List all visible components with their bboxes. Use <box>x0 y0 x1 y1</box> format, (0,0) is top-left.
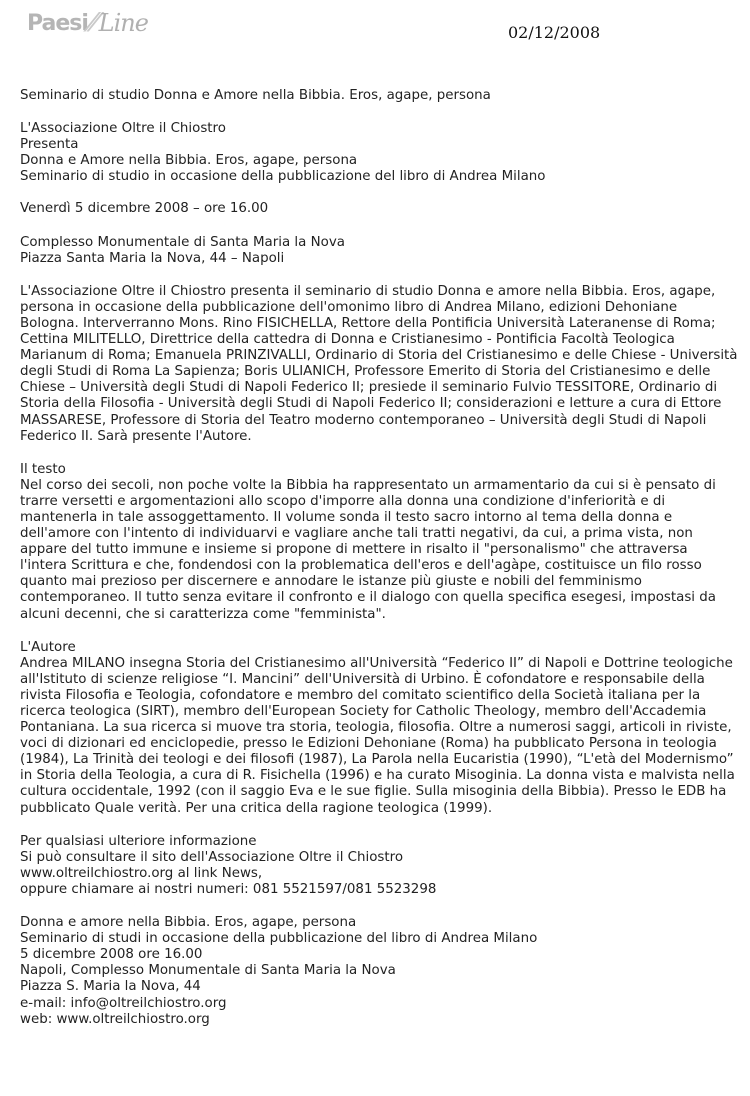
article-body <box>20 88 738 1028</box>
section-body: Andrea MILANO insegna Storia del Cristianesimo all'Università “Federico II” di Napoli e Dottrine teologiche all'Istituto di scienze religiose “I. Mancini” dell'Università di Urbino. È cofondatore e responsabile della rivista Filosofia e Teologia, cofondatore e membro del comitato scientifico della Società italiana per la ricerca teologica (SIRT), membro dell'European Society for Catholic Theology, membro dell'Accademia Pontaniana. La sua ricerca si muove tra storia, teologia, filosofia. Oltre a numerosi saggi, articoli in riviste, voci di dizionari ed enciclopedie, presso le Edizioni Dehoniane (Roma) ha pubblicato Persona in teologia (1984), La Trinità dei teologi e dei filosofi (1987), La Parola nella Eucaristia (1990), “L'età del Modernismo” in Storia della Teologia, a cura di R. Fisichella (1996) e ha curato Misoginia. La donna vista e malvista nella cultura occidentale, 1992 (con il saggio Eva e le sue figlie. Sulla misoginia della Bibbia). Presso le EDB ha pubblicato Quale verità. Per una critica della ragione teologica (1999). <box>20 655 735 816</box>
info-line: Per qualsiasi ulteriore informazione <box>20 833 257 849</box>
summary-line: Seminario di studi in occasione della pubblicazione del libro di Andrea Milano <box>20 931 538 947</box>
summary-line: Donna e amore nella Bibbia. Eros, agape, persona <box>20 915 357 931</box>
summary-line: Napoli, Complesso Monumentale di Santa Maria la Nova <box>20 963 396 979</box>
intro-paragraph: L'Associazione Oltre il Chiostro presenta il seminario di studio Donna e amore nella Bibbia. Eros, agape, persona in occasione della pubblicazione dell'omonimo libro di Andrea Milano, edizioni Dehoniane Bologna. Interverranno Mons. Rino FISICHELLA, Rettore della Pontificia Università Lateranense di Roma; Cettina MILITELLO, Direttrice della cattedra di Donna e Cristianesimo - Pontificia Facoltà Teologica Marianum di Roma; Emanuela PRINZIVALLI, Ordinario di Storia del Cristianesimo e delle Chiese - Università degli Studi di Roma La Sapienza; Boris ULIANICH, Professore Emerito di Storia del Cristianesimo e delle Chiese – Università degli Studi di Napoli Federico II; presiede il seminario Fulvio TESSITORE, Ordinario di Storia della Filosofia - Università degli Studi di Napoli Federico II; considerazioni e letture a cura di Ettore MASSARESE, Professore di Storia del Teatro moderno contemporaneo – Università degli Studi di Napoli Federico II. Sarà presente l'Autore. <box>20 283 738 444</box>
email-link[interactable]: e-mail: info@oltreilchiostro.org <box>20 995 227 1011</box>
testo-section <box>20 462 738 623</box>
presenter-block <box>20 121 738 185</box>
summary-line: 5 dicembre 2008 ore 16.00 <box>20 947 203 963</box>
presenter-line: Donna e Amore nella Bibbia. Eros, agape, persona <box>20 153 358 169</box>
document-date: 02/12/2008 <box>508 23 601 42</box>
summary-line: Piazza S. Maria la Nova, 44 <box>20 979 201 995</box>
presenter-line: Presenta <box>20 137 79 153</box>
info-line: oppure chiamare ai nostri numeri: 081 5521597/081 5523298 <box>20 881 437 897</box>
section-heading: L'Autore <box>20 639 76 655</box>
web-link[interactable]: web: www.oltreilchiostro.org <box>20 1011 210 1027</box>
venue-line: Piazza Santa Maria la Nova, 44 – Napoli <box>20 250 285 266</box>
info-link[interactable]: www.oltreilchiostro.org al link News, <box>20 865 263 881</box>
section-heading: Il testo <box>20 461 66 477</box>
venue-line: Complesso Monumentale di Santa Maria la Nova <box>20 234 345 250</box>
presenter-line: Seminario di studio in occasione della pubblicazione del libro di Andrea Milano <box>20 169 546 185</box>
info-line: Si può consultare il sito dell'Associazione Oltre il Chiostro <box>20 849 404 865</box>
logo-part1: Paesi <box>27 10 88 36</box>
page-title: Seminario di studio Donna e Amore nella Bibbia. Eros, agape, persona <box>20 88 491 103</box>
section-body: Nel corso dei secoli, non poche volte la Bibbia ha rappresentato un armamentario da cui si è pensato di trarre versetti e argomentazioni allo scopo d'imporre alla donna una condizione d'inferiorità e di mantenerla in tale assoggettamento. Il volume sonda il testo sacro intorno al tema della donna e dell'amore con l'intento di individuarvi e vagliare anche tali tratti negativi, da cui, a prima vista, non appare del tutto immune e insieme si propone di mettere in risalto il "personalismo" che attraversa l'intera Scrittura e che, fondendosi con la problematica dell'eros e dell'agàpe, costituisce un filo rosso quanto mai prezioso per discernere e annodare le istanze più giuste e nobili del femminismo contemporaneo. Il tutto senza evitare il confronto e il dialogo con quella specifica esegesi, impostasi da alcuni decenni, che si caratterizza come "femminista". <box>20 477 716 622</box>
logo-slash-icon: ⁄⁄ <box>89 8 97 38</box>
logo-part2: Line <box>98 9 148 37</box>
event-summary <box>20 915 738 1028</box>
event-date: Venerdì 5 dicembre 2008 – ore 16.00 <box>20 201 269 217</box>
paesi-on-line-logo <box>27 8 148 38</box>
contact-info <box>20 834 738 898</box>
venue-block <box>20 235 738 267</box>
autore-section <box>20 640 738 817</box>
presenter-line: L'Associazione Oltre il Chiostro <box>20 121 226 137</box>
